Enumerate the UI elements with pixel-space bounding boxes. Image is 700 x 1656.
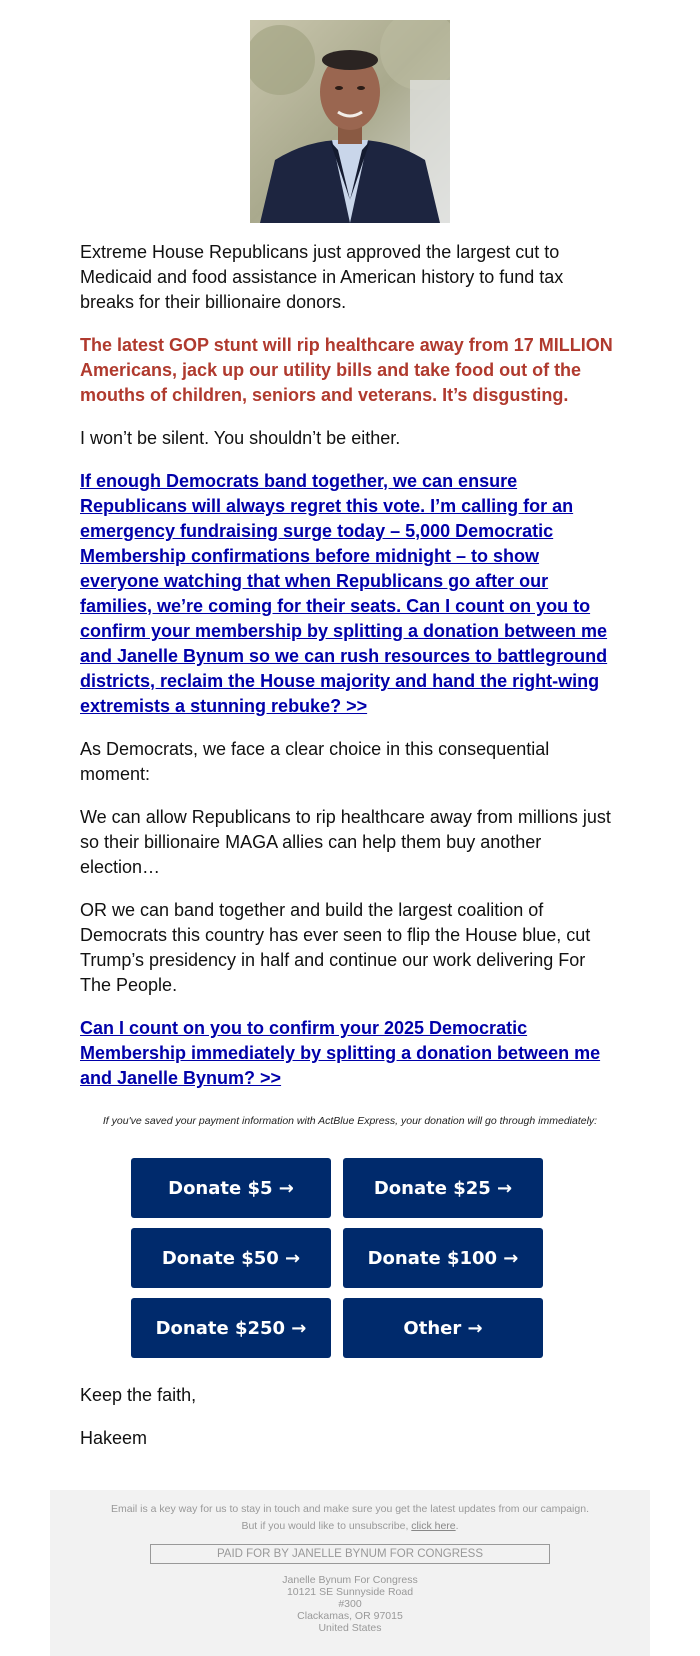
signature-name: Hakeem xyxy=(80,1428,148,1448)
address-line-2: 10121 SE Sunnyside Road xyxy=(286,1586,414,1598)
email-footer xyxy=(50,1490,650,1656)
donate-link-paragraph-2 xyxy=(80,1016,620,1091)
donate-link-paragraph xyxy=(80,469,620,719)
donate-other-button[interactable]: Other → xyxy=(343,1298,543,1358)
choice-paragraph: As Democrats, we face a clear choice in this consequential moment: xyxy=(80,739,550,784)
unsubscribe-suffix: . xyxy=(455,1520,459,1532)
address-line-3: #300 xyxy=(338,1598,362,1610)
unsubscribe-prefix: But if you would like to unsubscribe, xyxy=(241,1520,412,1532)
donate-100-button[interactable]: Donate $100 → xyxy=(343,1228,543,1288)
option-paragraph-2: OR we can band together and build the largest coalition of Democrats this country has ever seen to flip the House blue, cut Trump’s presidency in half and continue our work delivering For The People. xyxy=(80,900,591,995)
donate-50-button[interactable]: Donate $50 → xyxy=(131,1228,331,1288)
message-content xyxy=(80,240,620,1109)
donate-25-button[interactable]: Donate $25 → xyxy=(343,1158,543,1218)
donate-link-2[interactable]: Can I count on you to confirm your 2025 Democratic Membership immediately by splitting a donation between me and Janelle Bynum? >> xyxy=(80,1018,601,1088)
highlight-paragraph: The latest GOP stunt will rip healthcare away from 17 MILLION Americans, jack up our utility bills and take food out of the mouths of children, seniors and veterans. It’s disgusting. xyxy=(80,335,613,405)
statement-paragraph: I won’t be silent. You shouldn’t be either. xyxy=(80,428,401,448)
address-line-4: Clackamas, OR 97015 xyxy=(297,1610,403,1622)
address-line-1: Janelle Bynum For Congress xyxy=(282,1574,418,1586)
donate-link-1[interactable]: If enough Democrats band together, we can ensure Republicans will always regret this vote. I’m calling for an emergency fundraising surge today – 5,000 Democratic Membership confirmations before midnight – to show everyone watching that when Republicans go after our families, we’re coming for their seats. Can I count on you to confirm your membership by splitting a donation between me and Janelle Bynum so we can rush resources to battleground districts, reclaim the House majority and hand the right-wing extremists a stunning rebuke? >> xyxy=(80,471,608,716)
footer-updates-text: Email is a key way for us to stay in touch and make sure you get the latest updates from our campaign. xyxy=(111,1503,589,1515)
donate-5-button[interactable]: Donate $5 → xyxy=(131,1158,331,1218)
paid-for-by-box: PAID FOR BY JANELLE BYNUM FOR CONGRESS xyxy=(150,1544,550,1564)
intro-paragraph: Extreme House Republicans just approved the largest cut to Medicaid and food assistance in American history to fund tax breaks for their billionaire donors. xyxy=(80,242,564,312)
donate-250-button[interactable]: Donate $250 → xyxy=(131,1298,331,1358)
closing-text: Keep the faith, xyxy=(80,1385,197,1405)
candidate-photo xyxy=(250,20,450,223)
actblue-note: If you've saved your payment information with ActBlue Express, your donation will go through immediately: xyxy=(102,1115,598,1127)
signoff xyxy=(80,1383,620,1469)
address-line-5: United States xyxy=(318,1622,382,1634)
unsubscribe-link[interactable]: click here xyxy=(411,1520,456,1532)
footer-unsubscribe-line xyxy=(50,1518,650,1535)
option-paragraph-1: We can allow Republicans to rip healthcare away from millions just so their billionaire MAGA allies can help them buy another election… xyxy=(80,807,611,877)
